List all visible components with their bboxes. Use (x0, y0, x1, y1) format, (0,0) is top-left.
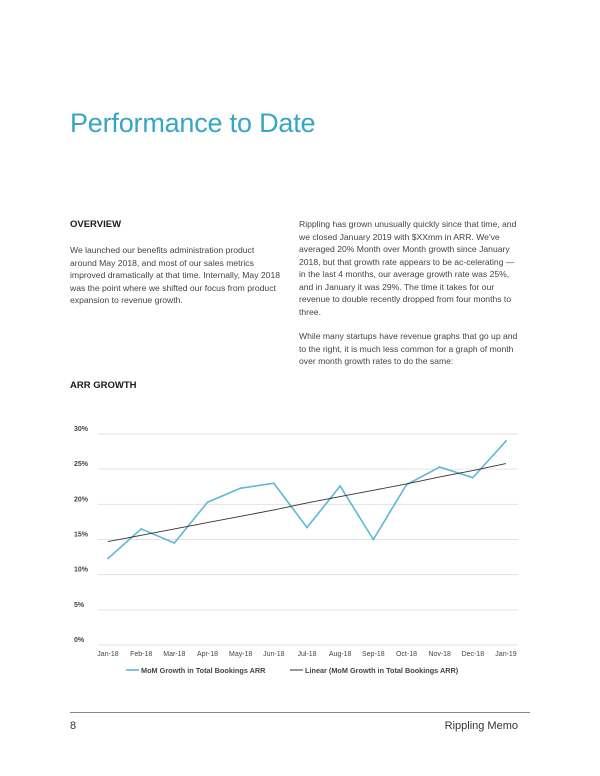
chart-heading: ARR GROWTH (70, 380, 137, 391)
y-tick-label: 0% (74, 637, 85, 644)
y-tick-label: 10% (74, 566, 89, 574)
page-title: Performance to Date (70, 108, 316, 138)
x-tick-label: Aug-18 (328, 651, 352, 658)
x-tick-label: Apr-18 (196, 651, 219, 658)
data-point (207, 501, 209, 503)
overview-heading: OVERVIEW (70, 219, 122, 230)
page-number: 8 (70, 720, 77, 732)
data-point (339, 485, 341, 487)
overview-right-column (299, 218, 523, 368)
x-tick-label: Sep-18 (362, 651, 385, 658)
y-tick-label: 15% (74, 531, 89, 539)
overview-left-paragraph: We launched our benefits administration product around May 2018, and most of our sales metrics improved dramatically at that time. Internally, May 2018 was the point where we shifted our focus from product expansion to revenue growth. (70, 245, 281, 305)
data-point (140, 528, 142, 530)
legend-label: MoM Growth in Total Bookings ARR (141, 666, 266, 675)
overview-right-paragraph-2: While many startups have revenue graphs that go up and to the right, it is much less common for a graph of month over month growth rates to do the same: (299, 331, 518, 366)
data-point (306, 527, 308, 529)
data-point (439, 466, 441, 468)
x-tick-label: Jun-18 (263, 651, 285, 658)
data-point (273, 482, 275, 484)
data-point (107, 558, 109, 560)
x-tick-label: Nov-18 (428, 651, 451, 658)
data-point (240, 487, 242, 489)
overview-right-paragraph-1: Rippling has grown unusually quickly since that time, and we closed January 2019 with $XXmm in ARR. We've averaged 20% Month over Month growth since January 2018, but that growth rate appears to be ac-celerating — in the last 4 months, our average growth rate was 25%, and in January it was 29%. The time it takes for our revenue to double recently dropped from four months to three. (299, 219, 517, 317)
data-point (173, 542, 175, 544)
x-tick-label: Mar-18 (163, 651, 186, 658)
data-point (372, 539, 374, 541)
x-tick-label: Dec-18 (461, 651, 485, 658)
x-tick-label: Jan-18 (97, 651, 119, 658)
legend-label: Linear (MoM Growth in Total Bookings ARR) (305, 666, 459, 675)
trendline-series (108, 464, 506, 542)
x-tick-label: Feb-18 (130, 651, 153, 658)
arr-growth-chart (60, 420, 520, 690)
data-point (472, 477, 474, 479)
y-tick-label: 30% (74, 426, 89, 433)
x-tick-label: Oct-18 (395, 651, 418, 658)
x-tick-label: Jul-18 (297, 651, 317, 658)
footer-brand: Rippling Memo (444, 720, 518, 732)
x-tick-label: Jan-19 (495, 651, 517, 658)
data-point (505, 440, 507, 442)
footer-divider (70, 712, 530, 713)
overview-left-column (70, 218, 282, 307)
y-tick-label: 25% (74, 461, 89, 469)
y-tick-label: 5% (74, 601, 85, 609)
y-tick-label: 20% (74, 496, 89, 504)
x-tick-label: May-18 (228, 651, 253, 658)
growth-series-line (108, 441, 506, 558)
